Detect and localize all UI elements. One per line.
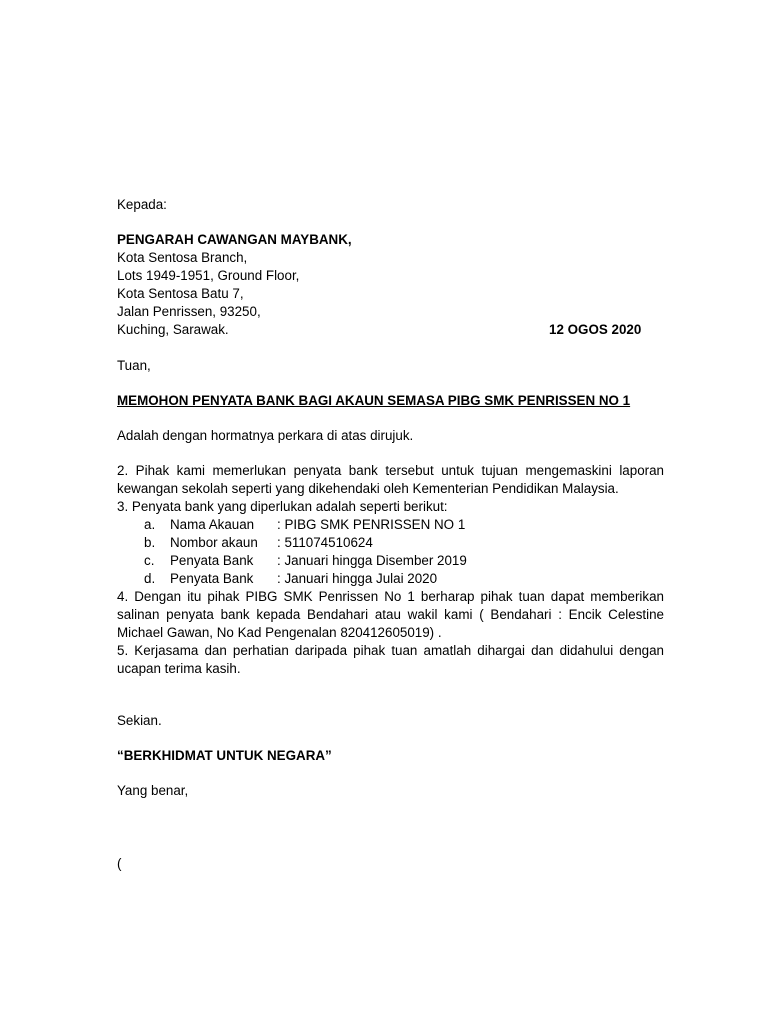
motto: “BERKHIDMAT UNTUK NEGARA” (117, 748, 332, 763)
list-item-letter: b. (144, 535, 156, 550)
closing-line: Sekian. (117, 713, 162, 728)
greeting: Tuan, (117, 358, 151, 373)
list-item-value: : Januari hingga Disember 2019 (277, 553, 467, 568)
list-item (117, 534, 657, 552)
list-item-label: Penyata Bank (170, 553, 254, 568)
paragraph-2: 2. Pihak kami memerlukan penyata bank tersebut untuk tujuan mengemaskini laporan kewangan sekolah seperti yang dikehendaki oleh Kementerian Pendidikan Malaysia. (117, 463, 664, 496)
letter-date: 12 OGOS 2020 (549, 322, 642, 337)
subject-line: MEMOHON PENYATA BANK BAGI AKAUN SEMASA PIBG SMK PENRISSEN NO 1 (117, 393, 631, 408)
paragraph-5: 5. Kerjasama dan perhatian daripada pihak tuan amatlah dihargai dan didahului dengan ucapan terima kasih. (117, 643, 664, 676)
address-line: Kuching, Sarawak. (117, 322, 229, 337)
recipient-name: PENGARAH CAWANGAN MAYBANK, (117, 232, 352, 247)
list-item-value: : Januari hingga Julai 2020 (277, 571, 438, 586)
address-line: Kota Sentosa Branch, (117, 250, 248, 265)
list-item-value: : 511074510624 (277, 535, 373, 550)
list-item (117, 516, 657, 534)
address-line: Kota Sentosa Batu 7, (117, 286, 244, 301)
list-item-letter: c. (144, 553, 155, 568)
paragraph-3: 3. Penyata bank yang diperlukan adalah seperti berikut: (117, 499, 448, 514)
list-item-value: : PIBG SMK PENRISSEN NO 1 (277, 517, 466, 532)
list-item-label: Penyata Bank (170, 571, 254, 586)
list-item-label: Nombor akaun (170, 535, 258, 550)
list-item-letter: d. (144, 571, 156, 586)
address-line: Lots 1949-1951, Ground Floor, (117, 268, 300, 283)
opening-line: Adalah dengan hormatnya perkara di atas dirujuk. (117, 428, 414, 443)
paragraph-4: 4. Dengan itu pihak PIBG SMK Penrissen No 1 berharap pihak tuan dapat memberikan salinan penyata bank kepada Bendahari atau wakil kami ( Bendahari : Encik Celestine Michael Gawan, No Kad Pengenalan 820412605019) . (117, 589, 664, 640)
kepada-label: Kepada: (117, 197, 167, 212)
signoff: Yang benar, (117, 783, 189, 798)
list-item (117, 570, 657, 588)
list-item-letter: a. (144, 517, 156, 532)
list-item (117, 552, 657, 570)
address-line: Jalan Penrissen, 93250, (117, 304, 261, 319)
signature-bracket: ( (117, 856, 122, 871)
list-item-label: Nama Akauan (170, 517, 255, 532)
